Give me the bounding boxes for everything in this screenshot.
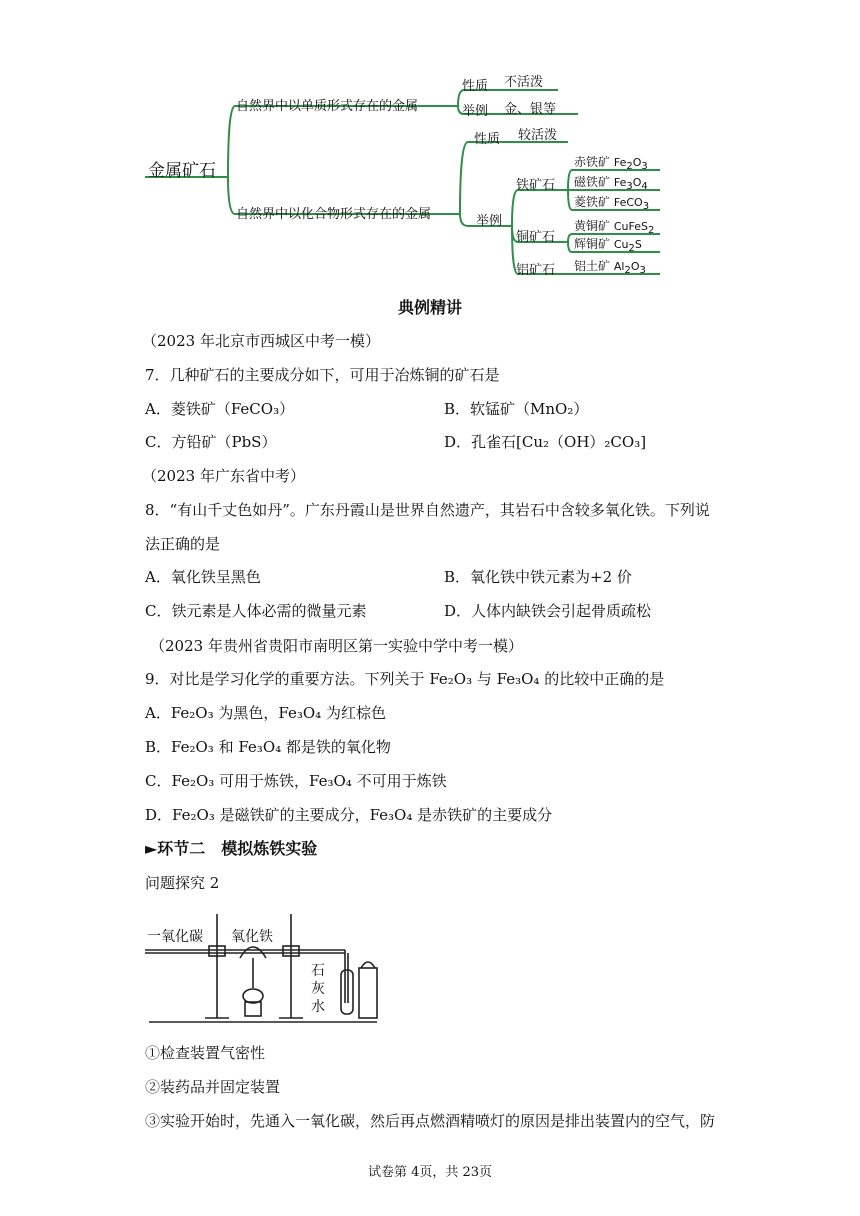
mineral-name: 铝土矿 xyxy=(574,259,611,273)
mineral-formula: $Cu_2S$ xyxy=(613,238,642,254)
group-copper: 铜矿石 xyxy=(516,230,556,245)
q7-option-b[interactable]: B．软锰矿（MnO₂） xyxy=(444,400,589,418)
mineral-name: 菱铁矿 xyxy=(574,195,611,209)
mineral-name: 赤铁矿 xyxy=(574,155,611,169)
mineral-formula: $Fe_2O_3$ xyxy=(613,156,648,172)
group-iron: 铁矿石 xyxy=(516,178,556,193)
mineral-item xyxy=(574,173,648,190)
mineral-formula: $Al_2O_3$ xyxy=(613,260,646,276)
q8-option-b[interactable]: B．氧化铁中铁元素为+2 价 xyxy=(444,568,632,586)
q8-option-d[interactable]: D．人体内缺铁会引起骨质疏松 xyxy=(444,602,652,620)
branch1-example-value: 金、银等 xyxy=(504,102,557,117)
mineral-item xyxy=(574,217,654,234)
mineral-item xyxy=(574,193,649,210)
mineral-name: 辉铜矿 xyxy=(574,237,611,251)
q9-option-b[interactable]: B．Fe₂O₃ 和 Fe₃O₄ 都是铁的氧化物 xyxy=(145,738,391,756)
q9-option-c[interactable]: C．Fe₂O₃ 可用于炼铁，Fe₃O₄ 不可用于炼铁 xyxy=(145,772,447,790)
q9-source: （2023 年贵州省贵阳市南明区第一实验中学中考一模） xyxy=(150,637,523,655)
step-2: ②装药品并固定装置 xyxy=(145,1078,281,1096)
mindmap xyxy=(140,66,660,286)
q7-stem: 7．几种矿石的主要成分如下，可用于冶炼铜的矿石是 xyxy=(145,366,500,384)
mineral-name: 磁铁矿 xyxy=(574,175,611,189)
apparatus-figure xyxy=(145,908,381,1026)
q9-option-d[interactable]: D．Fe₂O₃ 是磁铁矿的主要成分，Fe₃O₄ 是赤铁矿的主要成分 xyxy=(145,806,553,824)
q7-source: （2023 年北京市西城区中考一模） xyxy=(142,332,380,350)
mineral-formula: $Fe_3O_4$ xyxy=(613,176,648,192)
step-3: ③实验开始时，先通入一氧化碳，然后再点燃酒精喷灯的原因是排出装置内的空气，防 xyxy=(145,1112,716,1130)
step-1: ①检查装置气密性 xyxy=(145,1044,266,1062)
q9-stem: 9．对比是学习化学的重要方法。下列关于 Fe₂O₃ 与 Fe₃O₄ 的比较中正确的是 xyxy=(145,670,665,688)
explore-label: 问题探究 2 xyxy=(145,874,220,892)
mineral-item xyxy=(574,257,646,274)
mineral-item xyxy=(574,153,648,170)
q8-stem-line1: 8．“有山千丈色如丹”。广东丹霞山是世界自然遗产，其岩石中含较多氧化铁。下列说 xyxy=(145,501,710,519)
branch1-label: 自然界中以单质形式存在的金属 xyxy=(236,99,419,114)
q7-option-c[interactable]: C．方铅矿（PbS） xyxy=(145,433,277,451)
branch2-example-label: 举例 xyxy=(476,214,503,229)
mineral-name: 黄铜矿 xyxy=(574,219,611,233)
mineral-formula: FeCO$_3$ xyxy=(613,196,650,212)
q8-stem-line2: 法正确的是 xyxy=(145,535,221,553)
q8-source: （2023 年广东省中考） xyxy=(142,467,305,485)
label-lime-3: 水 xyxy=(311,999,325,1015)
branch1-prop-label: 性质 xyxy=(462,79,489,94)
q8-option-c[interactable]: C．铁元素是人体必需的微量元素 xyxy=(145,602,367,620)
branch2-prop-label: 性质 xyxy=(474,132,501,147)
branch1-prop-value: 不活泼 xyxy=(504,75,544,90)
q8-option-a[interactable]: A．氧化铁呈黑色 xyxy=(145,568,261,586)
section-title: 典例精讲 xyxy=(397,298,462,317)
branch2-prop-value: 较活泼 xyxy=(518,128,558,143)
label-fe2o3: 氧化铁 xyxy=(231,929,273,945)
section2-heading: ►环节二 模拟炼铁实验 xyxy=(145,839,318,858)
label-lime-2: 灰 xyxy=(311,981,325,997)
q7-option-d[interactable]: D．孔雀石[Cu₂（OH）₂CO₃] xyxy=(444,433,647,451)
page-footer: 试卷第 4页，共 23页 xyxy=(367,1165,493,1180)
branch1-example-label: 举例 xyxy=(462,104,489,119)
branch2-label: 自然界中以化合物形式存在的金属 xyxy=(236,207,432,222)
group-aluminum: 铝矿石 xyxy=(516,263,556,278)
q9-option-a[interactable]: A．Fe₂O₃ 为黑色，Fe₃O₄ 为红棕色 xyxy=(145,704,386,722)
q7-option-a[interactable]: A．菱铁矿（FeCO₃） xyxy=(145,400,295,418)
label-lime-1: 石 xyxy=(311,963,325,979)
mineral-formula: CuFeS$_2$ xyxy=(613,220,655,236)
mineral-item xyxy=(574,235,642,252)
label-co: 一氧化碳 xyxy=(147,929,203,945)
mindmap-root: 金属矿石 xyxy=(148,161,216,181)
